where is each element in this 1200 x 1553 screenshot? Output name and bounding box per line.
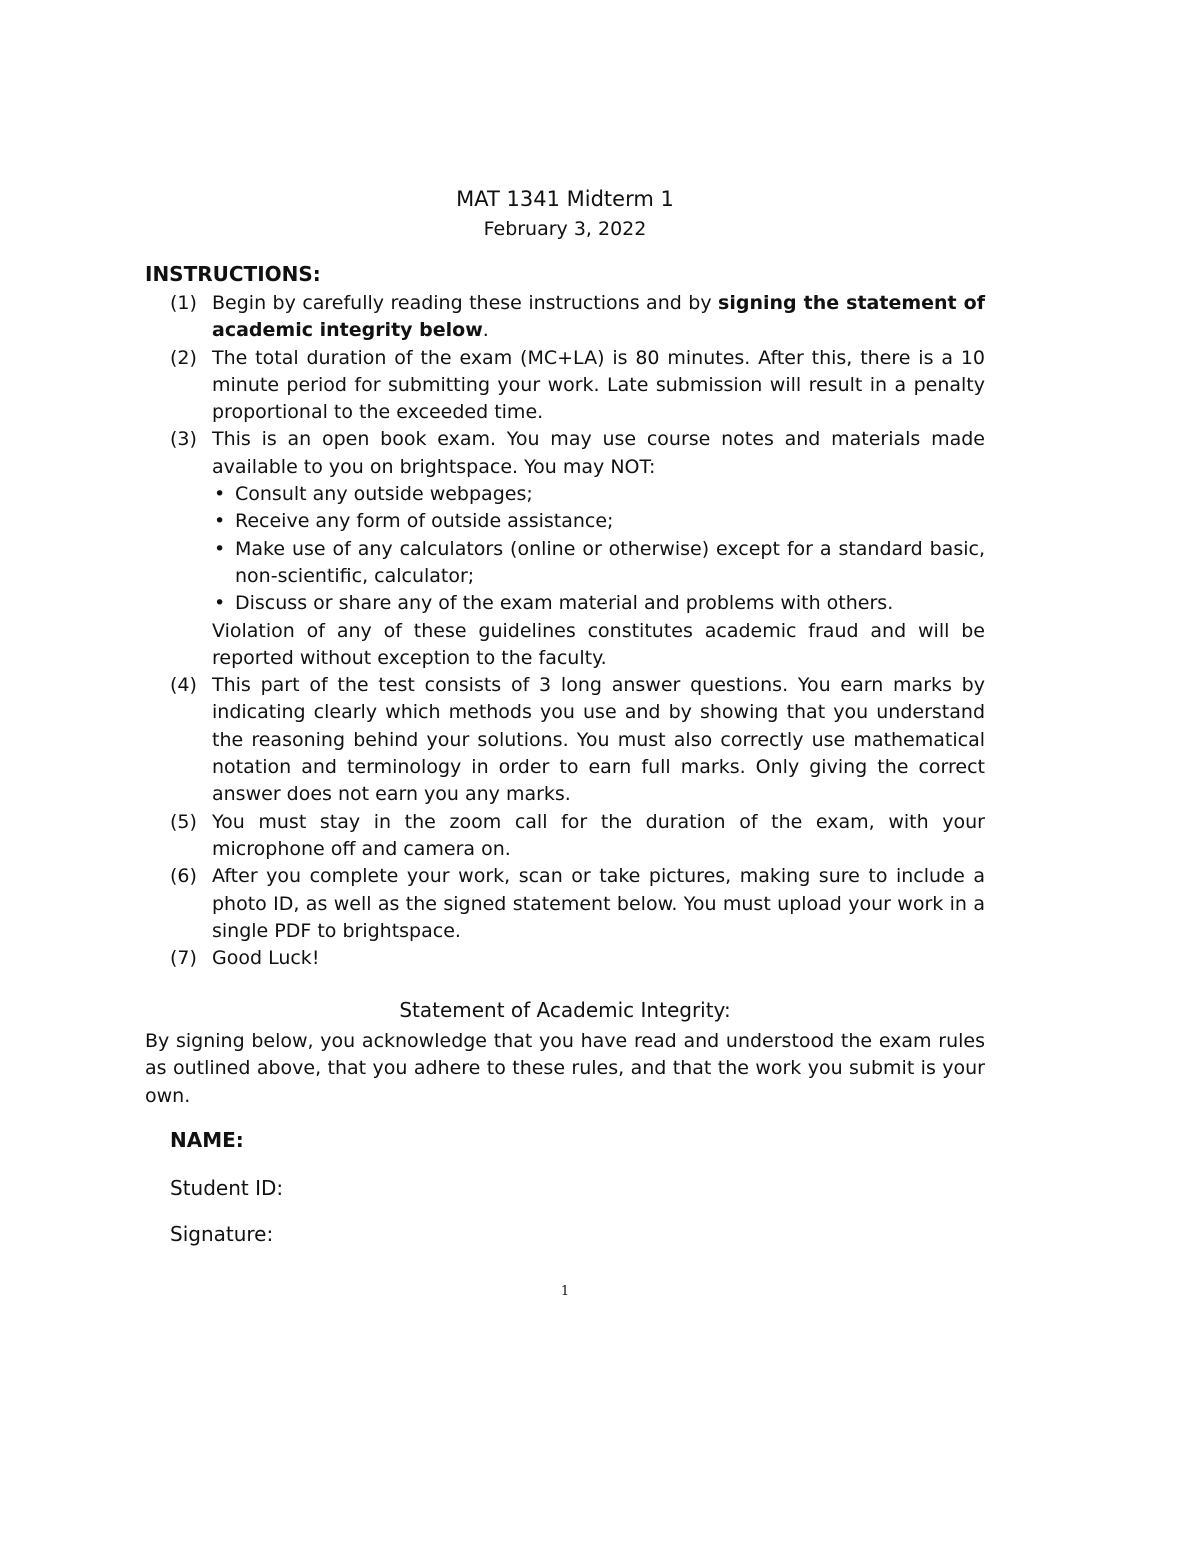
instruction-item-4 <box>170 672 985 808</box>
bullet-icon: • <box>214 510 226 533</box>
instruction-number: (2) <box>170 346 197 369</box>
instruction-text: After you complete your work, scan or take pictures, making sure to include a photo ID, as well as the signed statement below. You must upload your work in a single PDF to brightspace. <box>212 865 985 942</box>
instruction-number: (4) <box>170 674 197 697</box>
instruction-number: (1) <box>170 292 197 314</box>
exam-date: February 3, 2022 <box>483 218 647 240</box>
signature-field-label: Signature: <box>170 1222 274 1246</box>
bullet-icon: • <box>214 483 226 506</box>
prohibited-list <box>212 481 985 617</box>
list-item <box>212 536 985 591</box>
instruction-item-1 <box>170 290 985 345</box>
instructions-heading: INSTRUCTIONS: <box>145 262 321 286</box>
instruction-item-2 <box>170 345 985 427</box>
list-item <box>212 508 985 535</box>
instruction-number: (6) <box>170 865 197 888</box>
instruction-item-5 <box>170 809 985 864</box>
instruction-number: (5) <box>170 810 197 833</box>
list-item-text: Consult any outside webpages; <box>235 483 533 506</box>
bullet-icon: • <box>214 537 226 560</box>
instruction-text: This part of the test consists of 3 long answer questions. You earn marks by indicating clearly which methods you use and by showing that you understand the reasoning behind your solutions. You must also correctly use mathematical notation and terminology in order to earn full marks. Only giving the correct answer does not earn you any marks. <box>212 674 985 806</box>
instruction-text: This is an open book exam. You may use course notes and materials made available to you on brightspace. You may NOT: <box>212 428 985 478</box>
name-field-label: NAME: <box>170 1128 244 1152</box>
list-item <box>212 481 985 508</box>
instruction-text: You must stay in the zoom call for the duration of the exam, with your microphone off and camera on. <box>212 810 985 860</box>
instruction-text-tail: . <box>482 319 489 342</box>
instruction-text-plain: Begin by carefully reading these instructions and by <box>212 292 719 314</box>
exam-title: MAT 1341 Midterm 1 <box>456 187 674 211</box>
instruction-body <box>212 426 985 672</box>
page-number: 1 <box>560 1284 570 1299</box>
instruction-text: The total duration of the exam (MC+LA) is 80 minutes. After this, there is a 10 minute period for submitting your work. Late submission will result in a penalty proportional to the exceeded time. <box>212 346 985 424</box>
instruction-item-3 <box>170 426 985 672</box>
student-id-field-label: Student ID: <box>170 1176 284 1200</box>
exam-header <box>0 184 1130 244</box>
list-item-text: Receive any form of outside assistance; <box>235 510 614 533</box>
violation-note: Violation of any of these guidelines constitutes academic fraud and will be reported without exception to the faculty. <box>212 619 985 669</box>
instructions-list <box>170 290 985 972</box>
statement-heading: Statement of Academic Integrity: <box>399 998 731 1022</box>
instruction-item-7 <box>170 945 985 972</box>
list-item-text: Discuss or share any of the exam material and problems with others. <box>235 592 894 615</box>
instruction-number: (7) <box>170 947 197 970</box>
statement-body: By signing below, you acknowledge that you have read and understood the exam rules as outlined above, that you adhere to these rules, and that the work you submit is your own. <box>145 1030 985 1107</box>
instruction-item-6 <box>170 863 985 945</box>
instruction-text: Good Luck! <box>212 947 320 970</box>
list-item-text: Make use of any calculators (online or otherwise) except for a standard basic, non-scientific, calculator; <box>235 537 985 587</box>
bullet-icon: • <box>214 592 226 615</box>
instruction-number: (3) <box>170 428 197 451</box>
instruction-text-bold: signing the statement of academic integrity below <box>212 292 985 342</box>
list-item <box>212 590 985 617</box>
instruction-text <box>212 290 985 345</box>
